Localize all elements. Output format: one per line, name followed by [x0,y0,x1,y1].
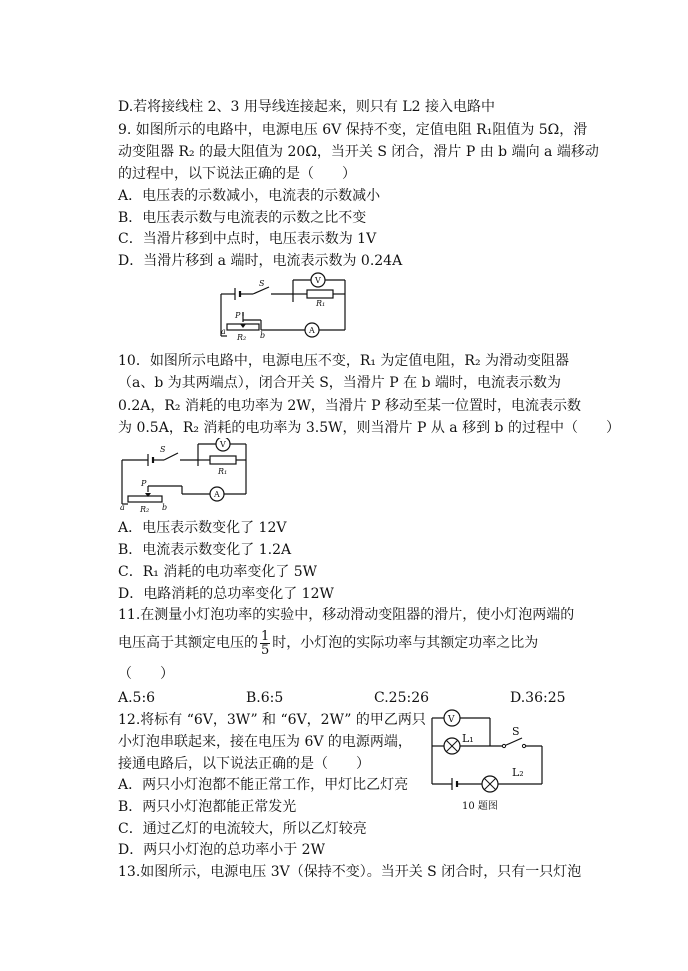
switch-label: S [259,279,265,288]
q9-stem-2: 动变阻器 R₂ 的最大阻值为 20Ω，当开关 S 闭合，滑片 P 由 b 端向 a 端移动 [118,144,599,160]
q11-option-a: A.5:6 [118,690,156,706]
q10-stem-3: 0.2A，R₂ 消耗的电功率为 2W，当滑片 P 移动至某一位置时，电流表示数 [118,398,582,414]
r2-label: R₂ [140,505,150,514]
voltmeter-label: V [220,440,226,449]
q11-stem-1: 11.在测量小灯泡功率的实验中，移动滑动变阻器的滑片，使小灯泡两端的 [118,607,575,623]
switch-label: S [160,445,166,454]
q10-stem-4: 为 0.5A，R₂ 消耗的电功率为 3.5W，则当滑片 P 从 a 移到 b 的过程中（ ） [118,420,620,436]
end-b-label: b [162,503,168,512]
r1-label: R₁ [218,467,228,476]
q9-option-d: D．当滑片移到 a 端时，电流表示数为 0.24A [118,253,403,269]
q11-stem-2-part-a: 电压高于其额定电压的 [118,635,258,651]
q9-stem-1: 9. 如图所示的电路中，电源电压 6V 保持不变，定值电阻 R₁阻值为 5Ω，滑 [118,122,588,138]
q10-circuit-diagram [112,438,257,514]
figure-caption: 10 题图 [462,801,498,812]
q9-option-c: C．当滑片移到中点时，电压表示数为 1V [118,231,377,247]
voltmeter-label: V [315,276,321,285]
q12-stem-2: 小灯泡串联起来，接在电压为 6V 的电源两端， [118,734,412,750]
end-a-label: a [221,327,226,336]
r2-label: R₂ [237,333,247,342]
q12-option-c: C．通过乙灯的电流较大，所以乙灯较亮 [118,821,367,837]
q11-option-d: D.36:25 [510,690,566,706]
fraction-denominator: 5 [261,642,270,658]
q12-circuit-diagram [426,706,576,816]
q12-option-a: A．两只小灯泡都不能正常工作，甲灯比乙灯亮 [118,777,409,793]
ammeter-label: A [214,490,220,499]
q10-stem-2: （a、b 为其两端点），闭合开关 S，当滑片 P 在 b 端时，电流表示数为 [118,375,561,391]
q12-option-b: B．两只小灯泡都能正常发光 [118,799,297,815]
r1-label: R₁ [316,299,326,308]
ammeter-label: A [309,326,315,335]
q11-option-b: B.6:5 [246,690,284,706]
q10-option-b: B．电流表示数变化了 1.2A [118,542,292,558]
lamp-l1-label: L₁ [462,732,474,745]
q10-option-a: A．电压表示数变化了 12V [118,520,287,536]
q9-option-b: B．电压表示数与电流表的示数之比不变 [118,210,367,226]
lamp-l2-label: L₂ [512,766,524,779]
q11-stem-3: （ ） [118,666,174,682]
fraction-one-fifth [260,630,270,657]
q10-option-c: C．R₁ 消耗的电功率变化了 5W [118,564,318,580]
slider-p-label: P [141,479,147,488]
q12-option-d: D．两只小灯泡的总功率小于 2W [118,842,325,858]
voltmeter-label: V [448,715,455,725]
q11-stem-2 [118,627,538,659]
q10-option-d: D．电路消耗的总功率变化了 12W [118,586,334,602]
q12-stem-3: 接通电路后，以下说法正确的是（ ） [118,756,370,772]
fraction-numerator: 1 [261,628,270,644]
q9-stem-3: 的过程中，以下说法正确的是（ ） [118,166,356,182]
end-b-label: b [260,331,266,340]
q11-option-c: C.25:26 [374,690,430,706]
q9-circuit-diagram [213,272,353,344]
q10-stem-1: 10．如图所示电路中，电源电压不变，R₁ 为定值电阻，R₂ 为滑动变阻器 [118,353,570,369]
q8-option-d: D.若将接线柱 2、3 用导线连接起来，则只有 L2 接入电路中 [118,99,495,115]
q11-stem-2-part-b: 时，小灯泡的实际功率与其额定功率之比为 [272,635,539,651]
q9-option-a: A．电压表的示数减小，电流表的示数减小 [118,188,381,204]
switch-label: S [512,725,520,738]
slider-p-label: P [235,311,241,320]
end-a-label: a [120,503,125,512]
q13-stem-1: 13.如图所示，电源电压 3V（保持不变）。当开关 S 闭合时，只有一只灯泡 [118,864,582,880]
q12-stem-1: 12.将标有 “6V，3W” 和 “6V，2W” 的甲乙两只 [118,712,426,728]
